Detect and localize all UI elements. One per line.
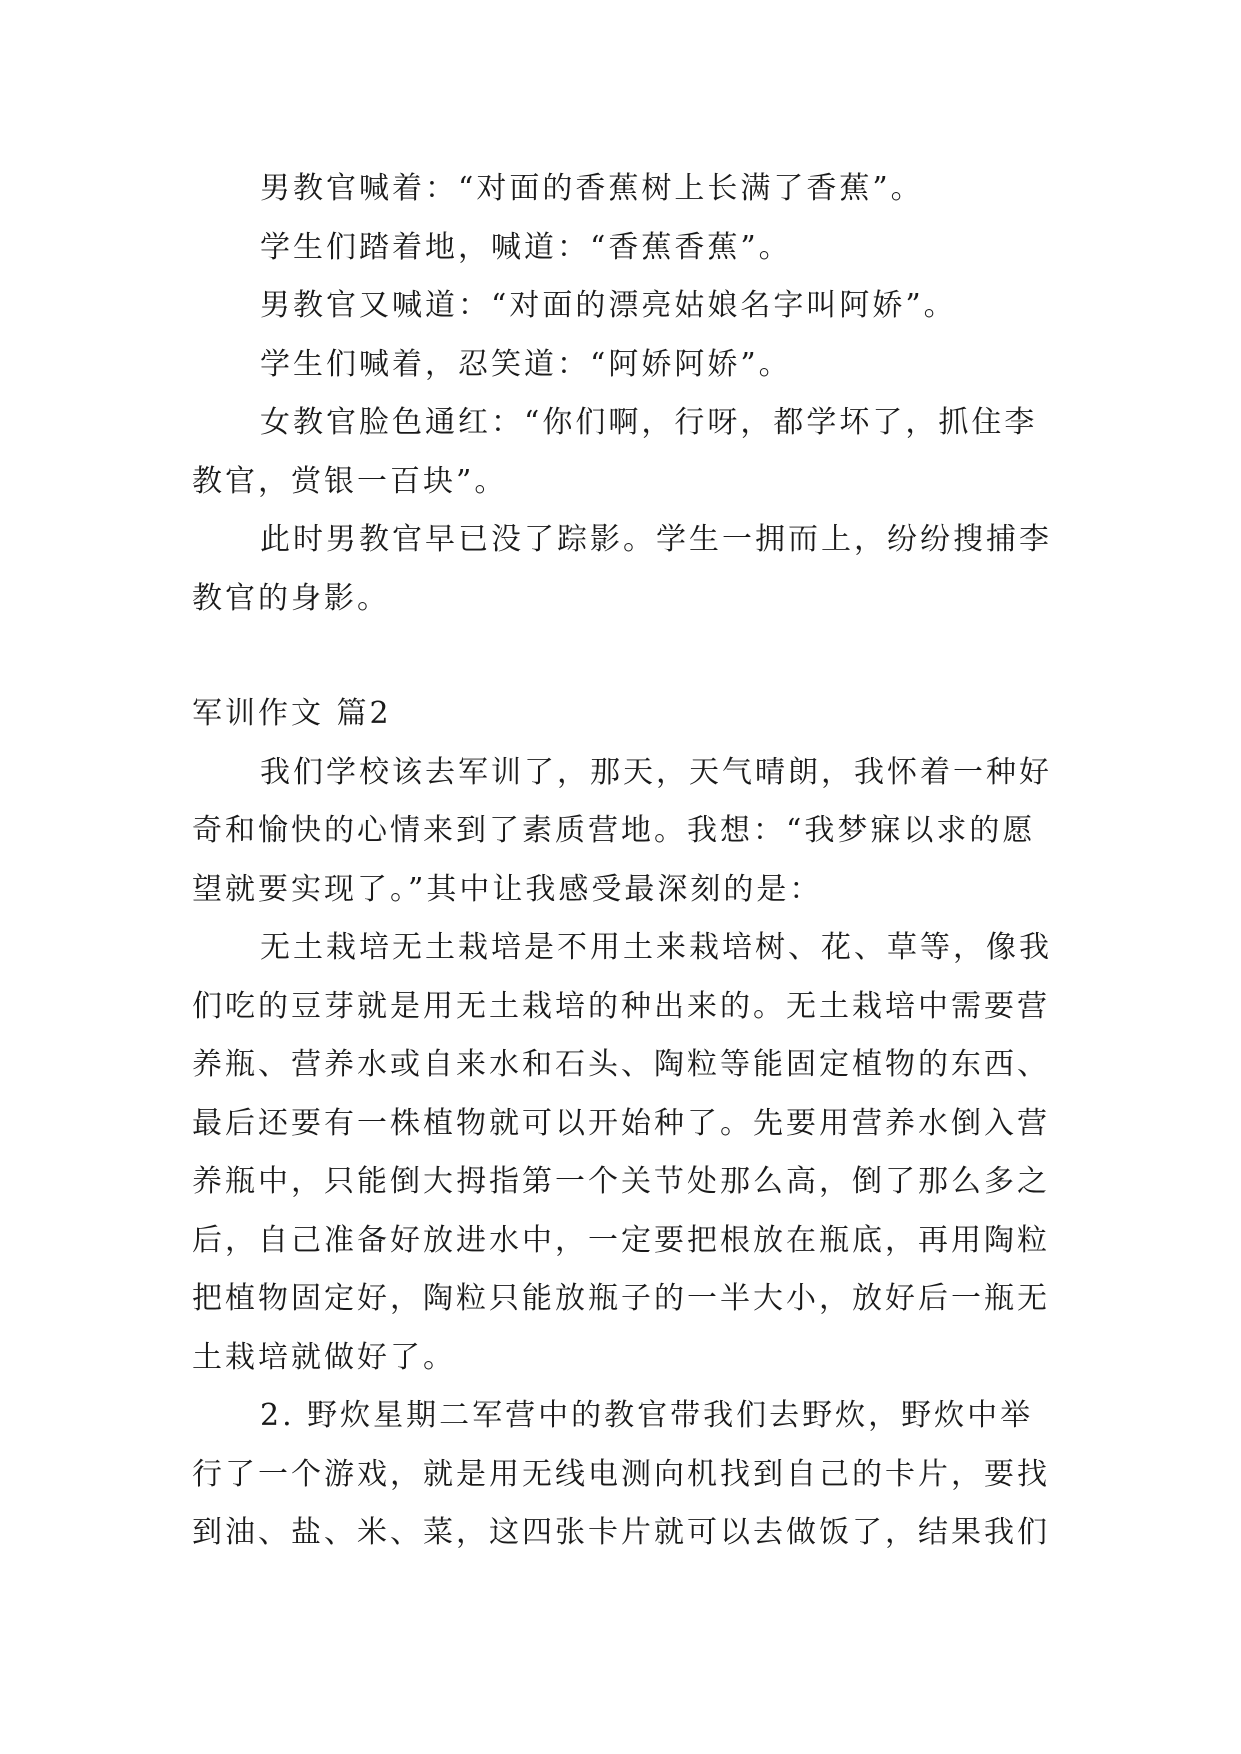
paragraph: 学生们喊着，忍笑道：“阿娇阿娇”。 [260,346,792,382]
document-page [192,160,1052,1563]
paragraph: 此时男教官早已没了踪影。学生一拥而上，纷纷搜捕李教官的身影。 [192,522,1052,616]
paragraph: 无土栽培无土栽培是不用土来栽培树、花、草等，像我们吃的豆芽就是用无土栽培的种出来的。无土栽培中需要营养瓶、营养水或自来水和石头、陶粒等能固定植物的东西、最后还要有一株植物就可以开始种了。先要用营养水倒入营养瓶中，只能倒大拇指第一个关节处那么高，倒了那么多之后，自己准备好放进水中，一定要把根放在瓶底，再用陶粒把植物固定好，陶粒只能放瓶子的一半大小，放好后一瓶无土栽培就做好了。 [192,930,1052,1375]
paragraph: 学生们踏着地，喊道：“香蕉香蕉”。 [260,229,792,265]
paragraph: 男教官喊着：“对面的香蕉树上长满了香蕉”。 [260,171,924,206]
section-spacer [192,628,1052,685]
paragraph: 男教官又喊道：“对面的漂亮姑娘名字叫阿娇”。 [260,288,957,323]
section-heading: 军训作文 篇2 [192,696,392,731]
paragraph: 我们学校该去军训了，那天，天气晴朗，我怀着一种好奇和愉快的心情来到了素质营地。我想：“我梦寐以求的愿望就要实现了。”其中让我感受最深刻的是： [192,754,1052,907]
paragraph: 女教官脸色通红：“你们啊，行呀，都学坏了，抓住李教官，赏银一百块”。 [192,405,1038,499]
paragraph: 2. 野炊星期二军营中的教官带我们去野炊，野炊中举行了一个游戏，就是用无线电测向机找到自己的卡片，要找到油、盐、米、菜，这四张卡片就可以去做饭了，结果我们 [192,1398,1050,1550]
